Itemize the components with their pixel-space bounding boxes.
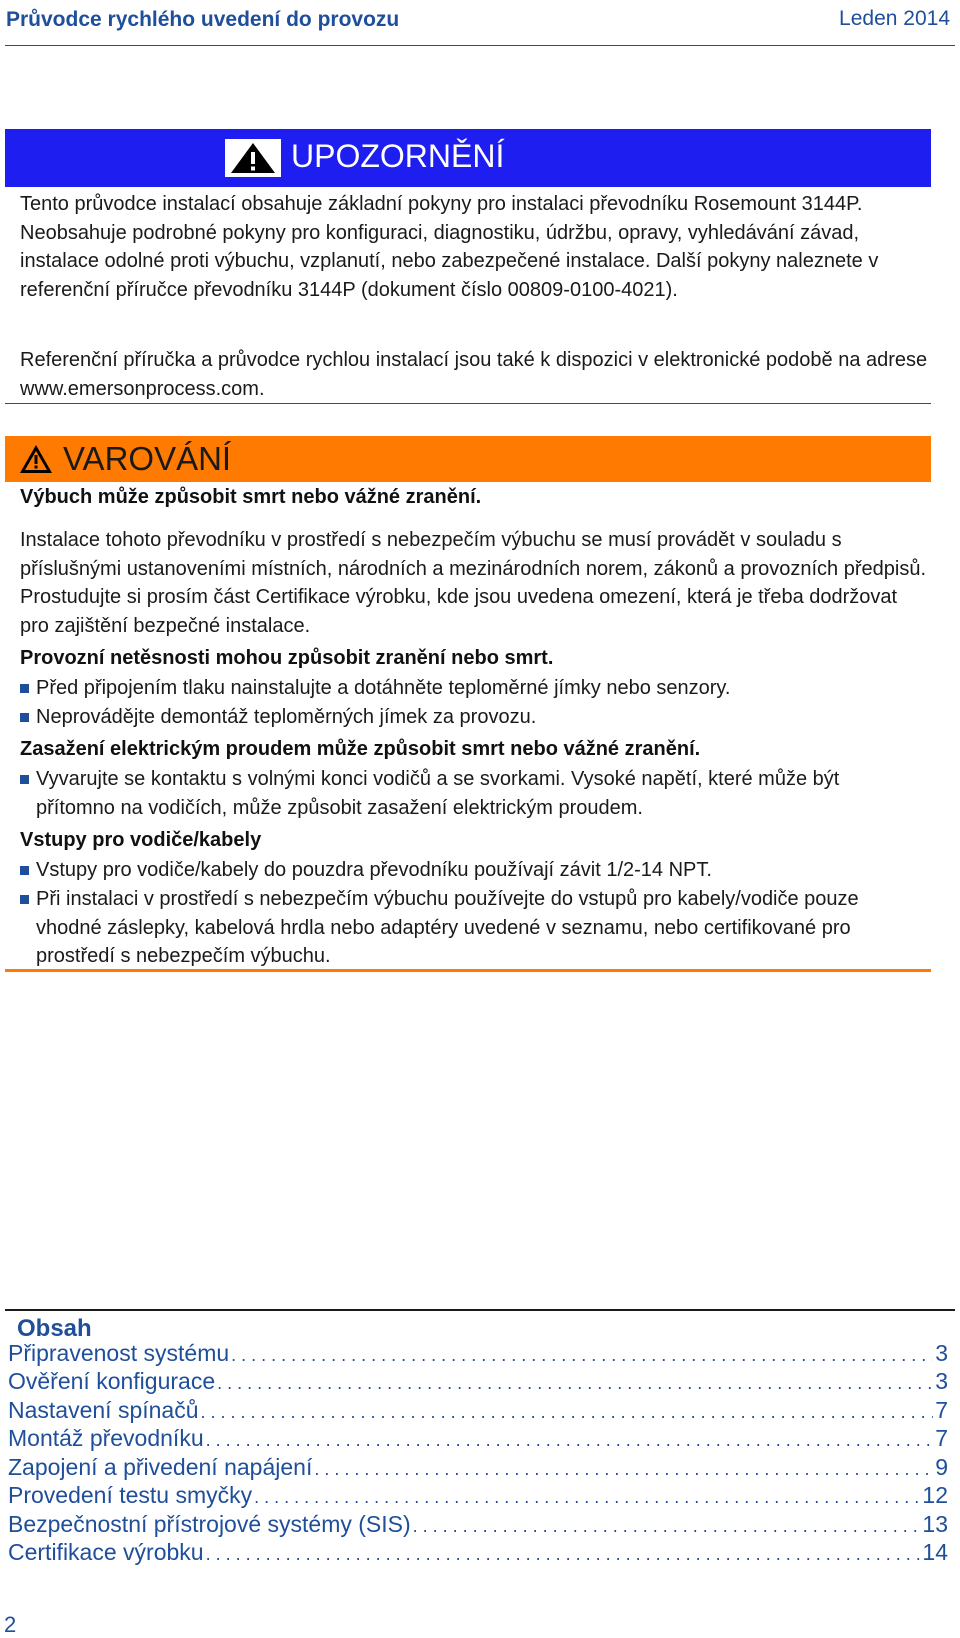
toc-leader-dots <box>231 1340 933 1367</box>
toc-leader-dots <box>413 1511 921 1538</box>
toc-entry-label: Certifikace výrobku <box>8 1539 204 1565</box>
caution-icon <box>225 139 281 177</box>
toc-entry-label: Zapojení a přivedení napájení <box>8 1454 313 1480</box>
caution-divider <box>5 403 931 404</box>
bullet-square-icon <box>20 895 29 904</box>
list-item <box>20 674 920 704</box>
toc-divider <box>5 1309 955 1311</box>
toc-entry-page: 3 <box>935 1340 948 1366</box>
warning-heading: Provozní netěsnosti mohou způsobit zranění nebo smrt. <box>20 647 554 669</box>
toc-leader-dots <box>217 1368 933 1395</box>
toc-entry-page: 7 <box>935 1397 948 1423</box>
toc-entry-page: 13 <box>922 1511 948 1537</box>
caution-title: UPOZORNĚNÍ <box>291 138 505 174</box>
bullet-square-icon <box>20 684 29 693</box>
caution-paragraph: Tento průvodce instalací obsahuje základní pokyny pro instalaci převodníku Rosemount 3144P. Neobsahuje podrobné pokyny pro konfiguraci, diagnostiku, údržbu, opravy, vyhledávání závad, instalace odolné proti výbuchu, vzplanutí, nebo zabezpečené instalace. Další pokyny naleznete v referenční příručce převodníku 3144P (dokument číslo 00809-0100-4021). <box>20 193 879 301</box>
toc-entry[interactable] <box>8 1368 948 1398</box>
list-item-text: Neprovádějte demontáž teploměrných jímek za provozu. <box>36 706 537 728</box>
warning-banner <box>5 436 931 482</box>
toc-entry[interactable] <box>8 1340 948 1370</box>
toc-leader-dots <box>254 1482 920 1509</box>
toc-entry[interactable] <box>8 1454 948 1484</box>
warning-title: VAROVÁNÍ <box>63 440 232 477</box>
toc-entry-page: 7 <box>935 1425 948 1451</box>
bullet-square-icon <box>20 713 29 722</box>
caution-banner <box>5 129 931 187</box>
warning-heading: Zasažení elektrickým proudem může způsobit smrt nebo vážné zranění. <box>20 738 701 760</box>
list-item <box>20 885 920 975</box>
toc-entry-label: Připravenost systému <box>8 1340 230 1366</box>
toc-entry-page: 14 <box>922 1539 948 1565</box>
toc-entry-label: Provedení testu smyčky <box>8 1482 253 1508</box>
list-item-text: Při instalaci v prostředí s nebezpečím výbuchu používejte do vstupů pro kabely/vodiče pouze vhodné záslepky, kabelová hrdla nebo adaptéry uvedené v seznamu, nebo certifikované pro prostředí s nebezpečím výbuchu. <box>36 888 859 967</box>
toc-entry[interactable] <box>8 1511 948 1541</box>
warning-icon <box>18 443 54 475</box>
toc-entry-label: Nastavení spínačů <box>8 1397 199 1423</box>
toc-entry-page: 12 <box>922 1482 948 1508</box>
warning-heading: Výbuch může způsobit smrt nebo vážné zranění. <box>20 486 482 508</box>
toc-entry[interactable] <box>8 1425 948 1455</box>
list-item-text: Před připojením tlaku nainstalujte a dotáhněte teploměrné jímky nebo senzory. <box>36 677 731 699</box>
warning-heading: Vstupy pro vodiče/kabely <box>20 829 262 851</box>
toc-leader-dots <box>206 1539 921 1566</box>
toc-leader-dots <box>314 1454 933 1481</box>
toc-entry[interactable] <box>8 1482 948 1512</box>
toc-leader-dots <box>201 1397 934 1424</box>
list-item-text: Vyvarujte se kontaktu s volnými konci vodičů a se svorkami. Vysoké napětí, které může být přítomno na vodičích, může způsobit zasažení elektrickým proudem. <box>36 768 840 819</box>
bullet-square-icon <box>20 775 29 784</box>
list-item <box>20 703 920 733</box>
list-item-text: Vstupy pro vodiče/kabely do pouzdra převodníku používají závit 1/2-14 NPT. <box>36 859 712 881</box>
document-title: Průvodce rychlého uvedení do provozu <box>6 8 400 31</box>
caution-paragraph: Referenční příručka a průvodce rychlou instalací jsou také k dispozici v elektronické podobě na adrese www.emersonprocess.com. <box>20 349 928 400</box>
list-item <box>20 856 920 886</box>
toc-entry-label: Ověření konfigurace <box>8 1368 216 1394</box>
warning-paragraph: Instalace tohoto převodníku v prostředí s nebezpečím výbuchu se musí provádět v souladu s příslušnými ustanoveními místních, národních a mezinárodních norem, zákonů a provozních předpisů. Prostudujte si prosím část Certifikace výrobku, kde jsou uvedena omezení, která je třeba dodržovat pro zajištění bezpečné instalace. <box>20 529 927 637</box>
toc-entry-page: 3 <box>935 1368 948 1394</box>
document-date: Leden 2014 <box>839 7 950 30</box>
toc-entry-page: 9 <box>935 1454 948 1480</box>
toc-entry-label: Bezpečnostní přístrojové systémy (SIS) <box>8 1511 411 1537</box>
list-item <box>20 765 920 825</box>
toc-entry[interactable] <box>8 1397 948 1427</box>
header-divider <box>5 45 955 46</box>
toc-entry-label: Montáž převodníku <box>8 1425 204 1451</box>
toc-heading: Obsah <box>17 1315 92 1342</box>
warning-divider <box>5 969 931 972</box>
toc-leader-dots <box>206 1425 934 1452</box>
bullet-square-icon <box>20 866 29 875</box>
toc-entry[interactable] <box>8 1539 948 1569</box>
page-number: 2 <box>4 1612 17 1637</box>
